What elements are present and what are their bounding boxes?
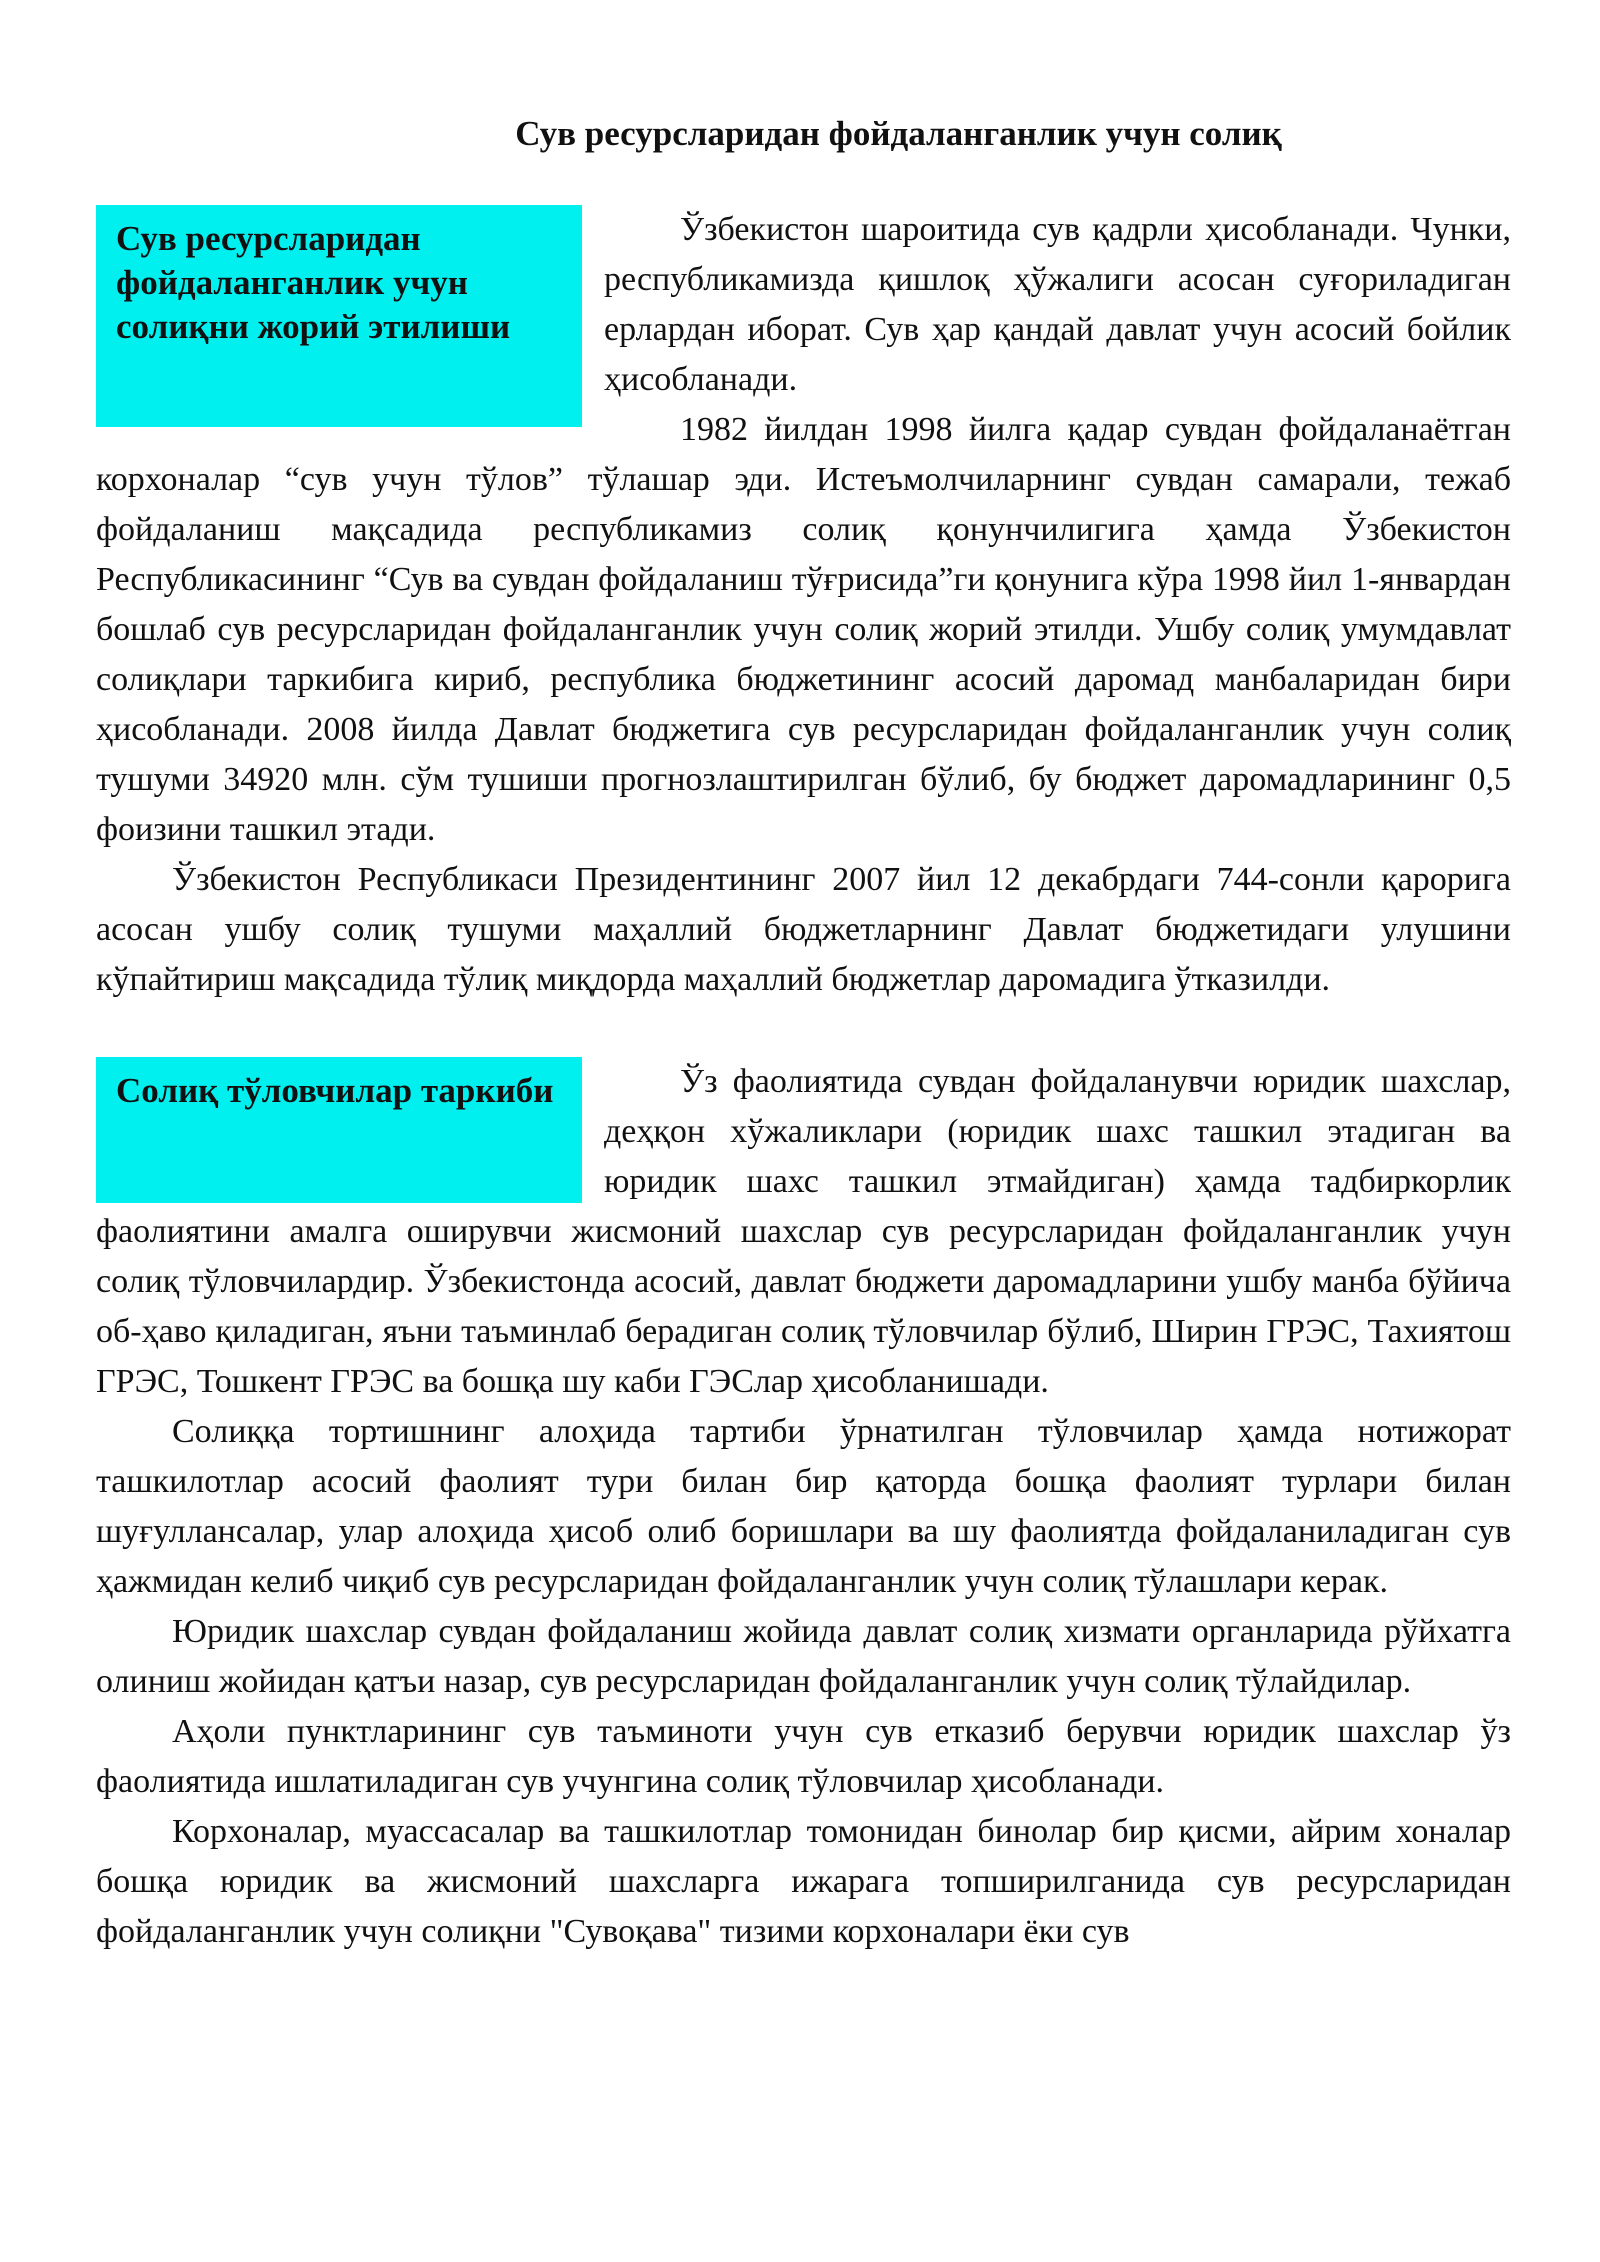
section-spacer bbox=[96, 1005, 1511, 1057]
paragraph: Солиққа тортишнинг алоҳида тартиби ўрнатилган тўловчилар ҳамда нотижорат ташкилотлар асосий фаолият тури билан бир қаторда бошқа фаолият турлари билан шуғуллансалар, улар алоҳида ҳисоб олиб боришлари ва шу фаолиятда фойдаланиладиган сув ҳажмидан келиб чиқиб сув ресурсларидан фойдаланганлик учун солиқ тўлашлари керак. bbox=[96, 1413, 1511, 1600]
document-title: Сув ресурсларидан фойдаланганлик учун солиқ bbox=[515, 114, 1282, 153]
section-tax-introduction bbox=[96, 205, 1511, 1005]
section-heading-box: Солиқ тўловчилар таркиби bbox=[96, 1057, 582, 1203]
paragraph: Ўзбекистон шароитида сув қадрли ҳисобланади. Чунки, республикамизда қишлоқ ҳўжалиги асосан суғориладиган ерлардан иборат. Сув ҳар қандай давлат учун асосий бойлик ҳисобланади. bbox=[604, 211, 1511, 398]
section-heading-box: Сув ресурсларидан фойдаланганлик учун солиқни жорий этилиши bbox=[96, 205, 582, 427]
paragraph: Ўзбекистон Республикаси Президентининг 2007 йил 12 декабрдаги 744-сонли қарорига асосан ушбу солиқ тушуми маҳаллий бюджетларнинг Давлат бюджетидаги улушини кўпайтириш мақсадида тўлиқ миқдорда маҳаллий бюджетлар даромадига ўтказилди. bbox=[96, 861, 1511, 998]
section-taxpayers bbox=[96, 1057, 1511, 1957]
paragraph: Корхоналар, муассасалар ва ташкилотлар томонидан бинолар бир қисми, айрим хоналар бошқа юридик ва жисмоний шахсларга ижарага топширилганида сув ресурсларидан фойдаланганлик учун солиқни "Сувоқава" тизими корхоналари ёки сув bbox=[96, 1813, 1511, 1950]
paragraph: 1982 йилдан 1998 йилга қадар сувдан фойдаланаётган корхоналар “сув учун тўлов” тўлашар эди. Истеъмолчиларнинг сувдан самарали, тежаб фойдаланиш мақсадида республикамиз солиқ қонунчилигига ҳамда Ўзбекистон Республикасининг “Сув ва сувдан фойдаланиш тўғрисида”ги қонунига кўра 1998 йил 1-январдан бошлаб сув ресурсларидан фойдаланганлик учун солиқ жорий этилди. Ушбу солиқ умумдавлат солиқлари таркибига кириб, республика бюджетининг асосий даромад манбаларидан бири ҳисобланади. 2008 йилда Давлат бюджетига сув ресурсларидан фойдаланганлик учун солиқ тушуми 34920 млн. сўм тушиши прогнозлаштирилган бўлиб, бу бюджет даромадларининг 0,5 фоизини ташкил этади. bbox=[96, 411, 1511, 848]
paragraph: Юридик шахслар сувдан фойдаланиш жойида давлат солиқ хизмати органларида рўйхатга олиниш жойидан қатъи назар, сув ресурсларидан фойдаланганлик учун солиқ тўлайдилар. bbox=[96, 1613, 1511, 1700]
paragraph: Ўз фаолиятида сувдан фойдаланувчи юридик шахслар, деҳқон хўжаликлари (юридик шахс ташкил этадиган ва юридик шахс ташкил этмайдиган) ҳамда тадбиркорлик фаолиятини амалга оширувчи жисмоний шахслар сув ресурсларидан фойдаланганлик учун солиқ тўловчилардир. Ўзбекистонда асосий, давлат бюджети даромадларини ушбу манба бўйича об-ҳаво қиладиган, яъни таъминлаб берадиган солиқ тўловчилар бўлиб, Ширин ГРЭС, Тахиятош ГРЭС, Тошкент ГРЭС ва бошқа шу каби ГЭСлар ҳисобланишади. bbox=[96, 1063, 1511, 1400]
paragraph: Аҳоли пунктларининг сув таъминоти учун сув етказиб берувчи юридик шахслар ўз фаолиятида ишлатиладиган сув учунгина солиқ тўловчилар ҳисобланади. bbox=[96, 1713, 1511, 1800]
document-page bbox=[96, 108, 1511, 1957]
